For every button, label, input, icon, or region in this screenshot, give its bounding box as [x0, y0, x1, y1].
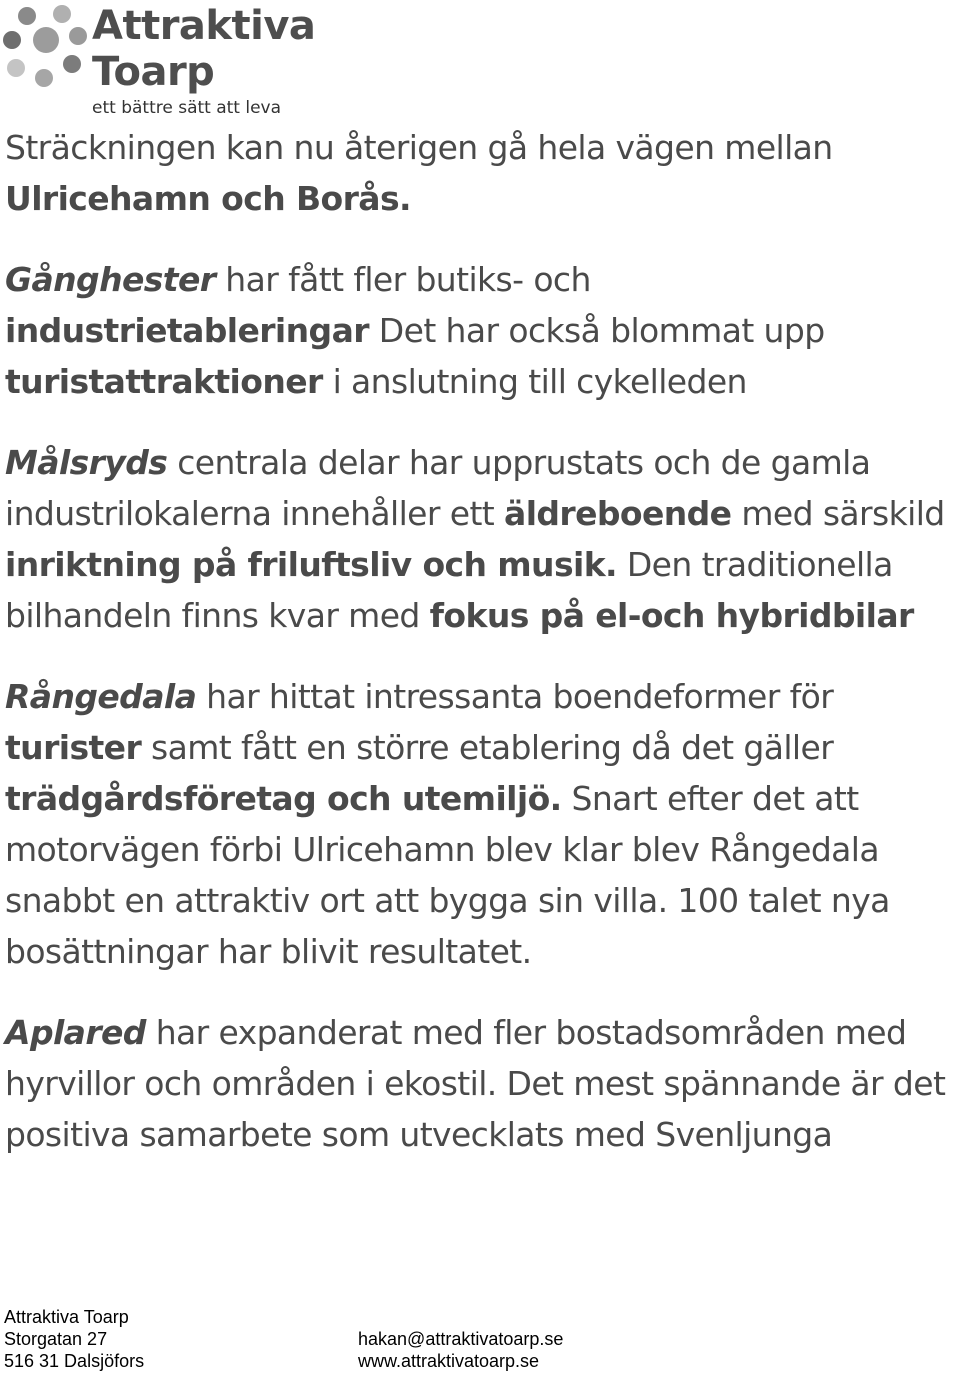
logo [0, 0, 316, 122]
article-body [5, 122, 960, 1160]
footer-website[interactable]: www.attraktivatoarp.se [358, 1351, 540, 1371]
text-segment: har hittat intressanta boendeformer för [196, 677, 834, 716]
footer-postal: 516 31 Dalsjöfors [4, 1351, 145, 1371]
text-segment: Det har också blommat upp [368, 311, 825, 350]
text-segment: fokus på el-och hybridbilar [429, 596, 914, 635]
text-segment: Snart efter det att motorvägen förbi Ulricehamn blev klar blev Rångedala snabbt en attraktiv ort att bygga sin villa. 100 talet nya bosättningar har blivit resultatet. [5, 779, 890, 971]
footer-org: Attraktiva Toarp [4, 1307, 129, 1327]
logo-dot [63, 55, 81, 73]
logo-dots-icon [0, 0, 90, 96]
logo-dot [3, 31, 21, 49]
footer-email[interactable]: hakan@attraktivatoarp.se [358, 1329, 564, 1349]
logo-tagline: ett bättre sätt att leva [92, 98, 282, 118]
text-segment: äldreboende [504, 494, 732, 533]
logo-dot [33, 27, 59, 53]
text-segment: har fått fler butiks- och [215, 260, 591, 299]
text-segment: trädgårdsföretag och utemiljö. [5, 779, 562, 818]
text-segment: Gånghester [5, 260, 216, 299]
text-segment: industrietableringar [5, 311, 369, 350]
logo-dot [7, 59, 25, 77]
text-segment: Rångedala [5, 677, 197, 716]
paragraph [5, 671, 960, 977]
text-segment: i anslutning till cykelleden [322, 362, 747, 401]
footer-address [4, 1306, 144, 1372]
text-segment: centrala delar har upprustats och de gamla industrilokalerna innehåller ett [5, 443, 871, 533]
text-segment: inriktning på friluftsliv och musik. [5, 545, 617, 584]
logo-line2: Toarp [92, 49, 215, 95]
footer-contact [358, 1328, 563, 1372]
paragraph [5, 437, 960, 641]
logo-dot [35, 69, 53, 87]
text-segment: Aplared [5, 1013, 146, 1052]
text-segment: turistattraktioner [5, 362, 323, 401]
logo-line1: Attraktiva [92, 3, 316, 49]
paragraph [5, 254, 960, 407]
text-segment: Den traditionella bilhandeln finns kvar med [5, 545, 893, 635]
paragraph [5, 122, 960, 224]
paragraph [5, 1007, 960, 1160]
logo-dot [53, 5, 71, 23]
text-segment: med särskild [731, 494, 945, 533]
logo-dot [69, 27, 87, 45]
footer-street: Storgatan 27 [4, 1329, 108, 1349]
text-segment: samt fått en större etablering då det gäller [141, 728, 834, 767]
text-segment: turister [5, 728, 142, 767]
text-segment: Sträckningen kan nu återigen gå hela vägen mellan [5, 128, 833, 167]
text-segment: Ulricehamn och Borås. [5, 179, 411, 218]
text-segment: har expanderat med fler bostadsområden med hyrvillor och områden i ekostil. Det mest spännande är det positiva samarbete som utvecklats med Svenljunga [5, 1013, 946, 1154]
logo-dot [18, 7, 36, 25]
text-segment: Målsryds [5, 443, 168, 482]
